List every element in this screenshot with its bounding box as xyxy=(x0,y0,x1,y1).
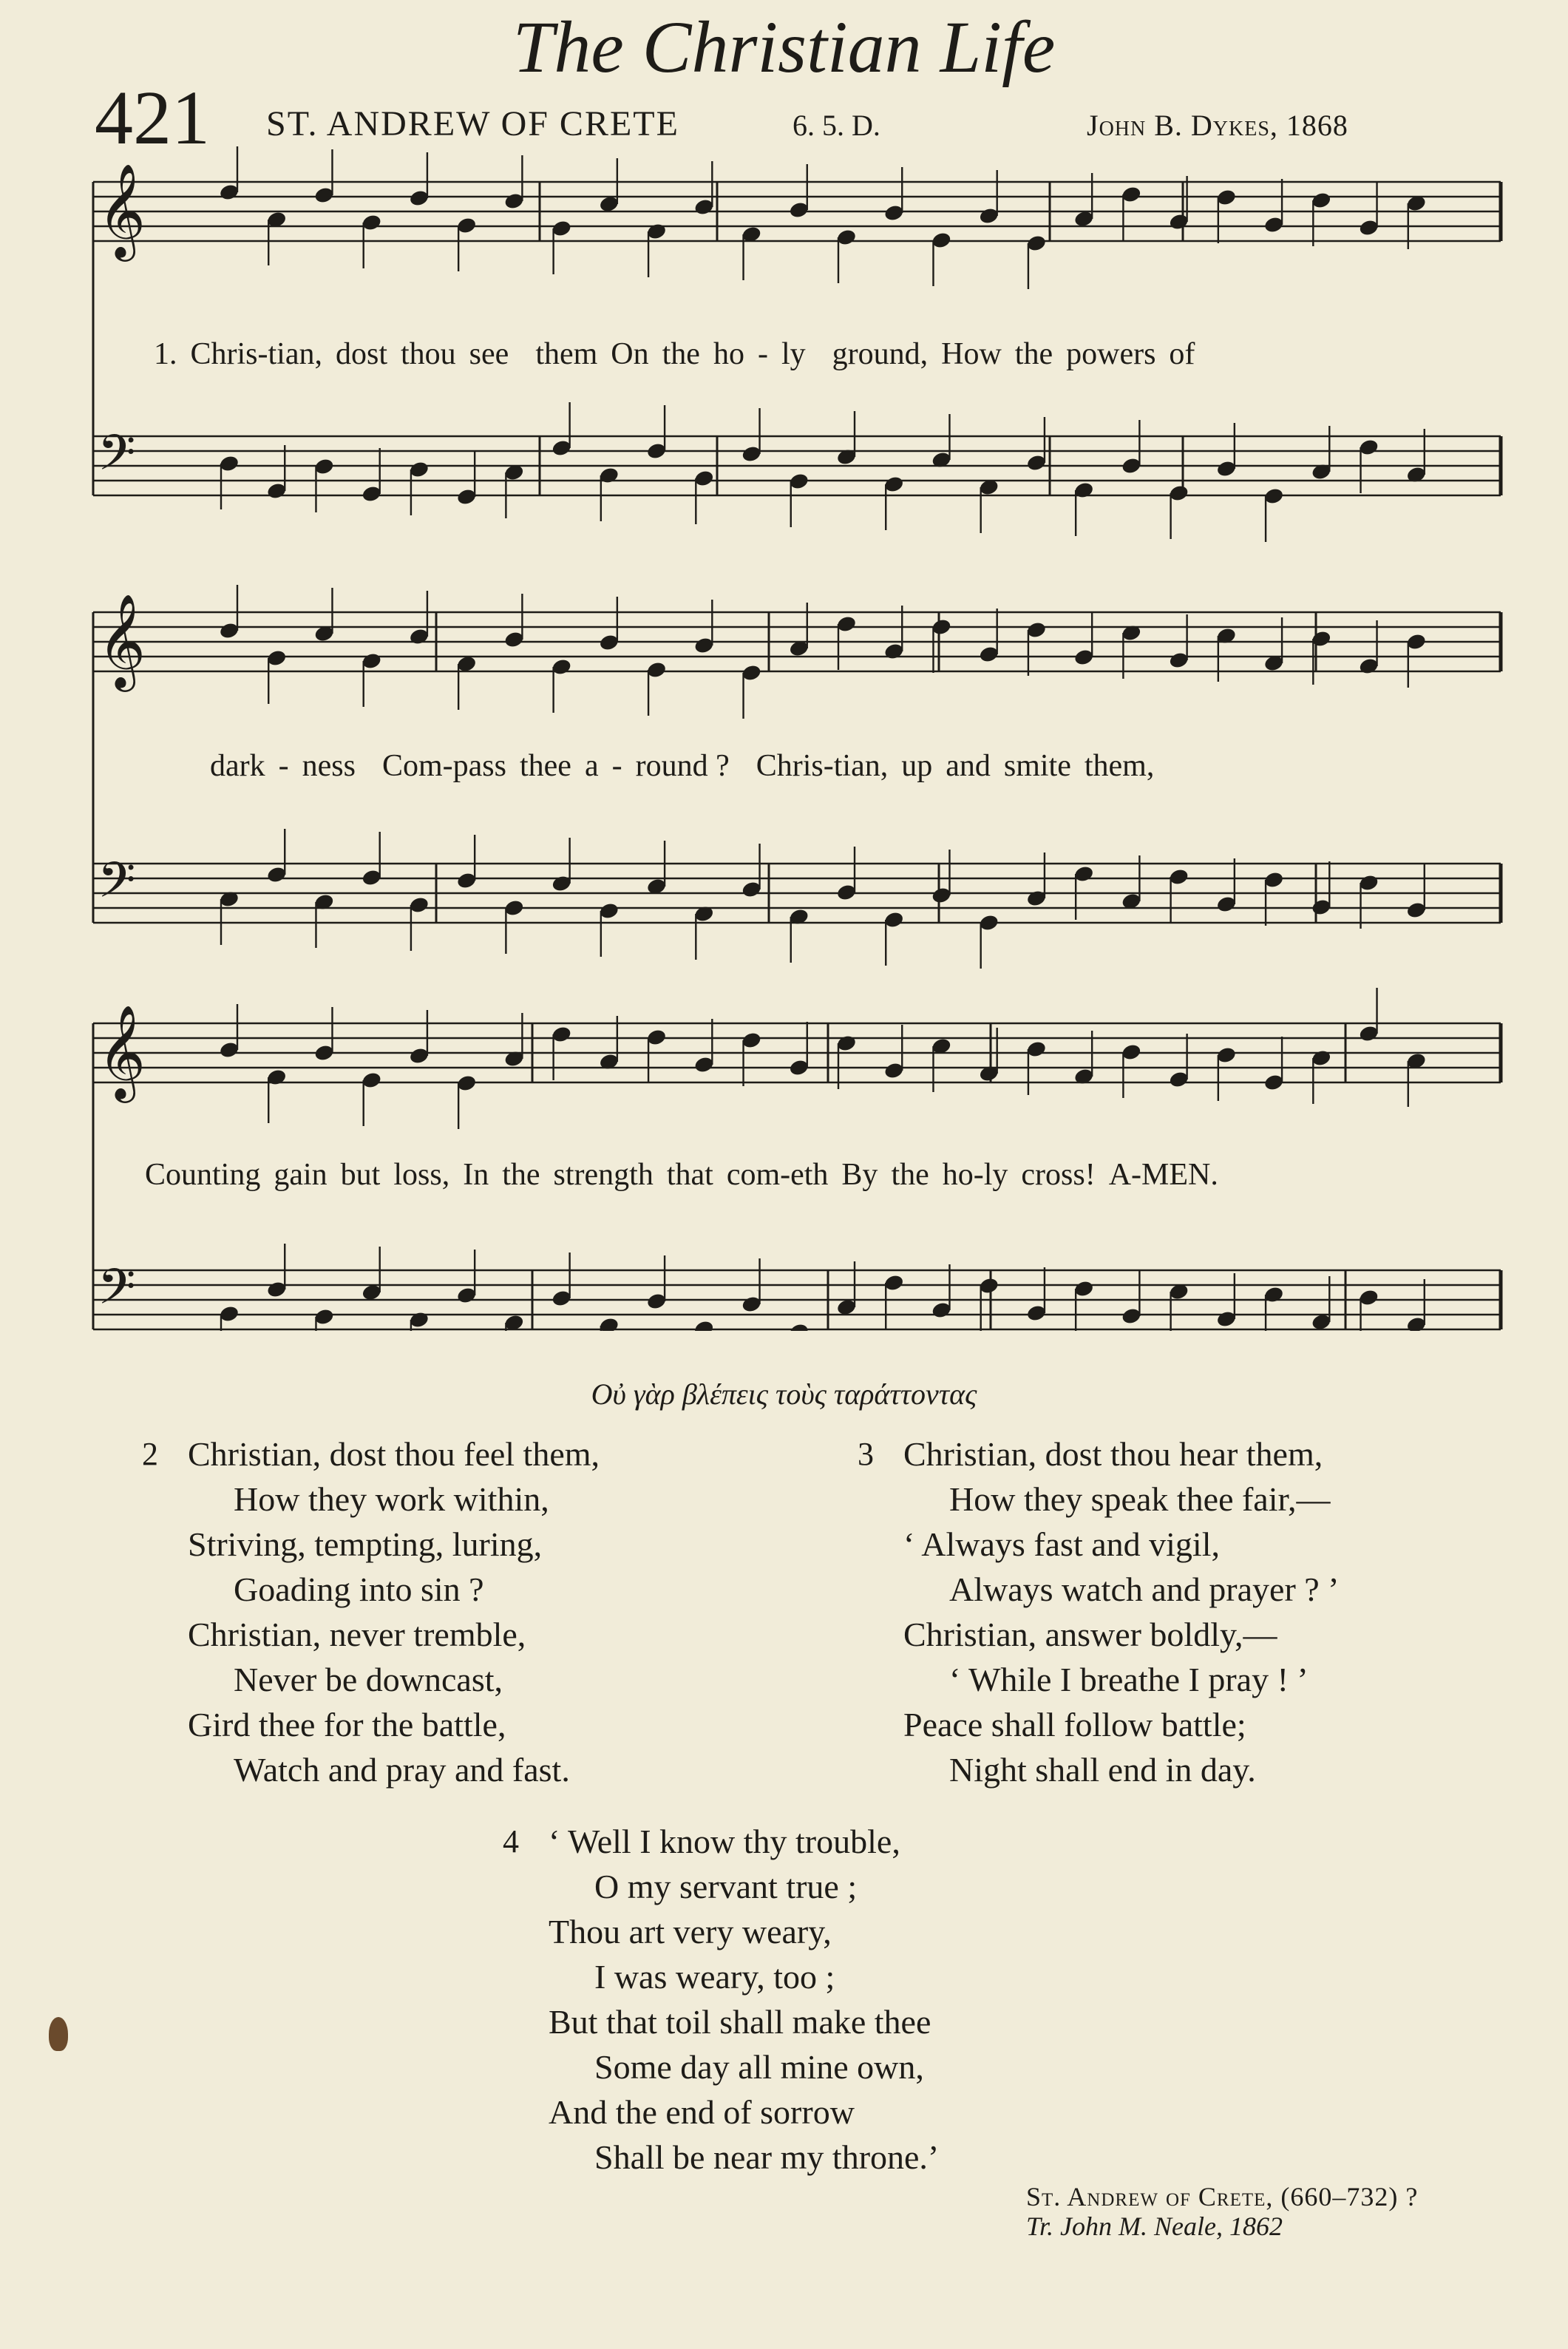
bass-clef-icon: 𝄢 xyxy=(98,1258,136,1327)
lyric-word: them, xyxy=(1084,749,1155,783)
tune-name: ST. ANDREW OF CRETE xyxy=(266,104,679,143)
meter: 6. 5. D. xyxy=(793,109,880,142)
lyric-word: them xyxy=(535,337,598,371)
lyric-word: gain xyxy=(274,1158,327,1192)
verse-2 xyxy=(142,1431,600,1792)
lyric-word: powers xyxy=(1066,337,1156,371)
lyric-word: thou xyxy=(401,337,456,371)
treble-clef-icon: 𝄞 xyxy=(98,163,146,257)
verse-line: Gird thee for the battle, xyxy=(188,1706,506,1743)
lyric-word: of xyxy=(1169,337,1195,371)
verse-line: Shall be near my throne.’ xyxy=(594,2138,940,2176)
lyric-word: dost xyxy=(335,337,387,371)
lyric-word: and xyxy=(946,749,991,783)
verse-line: Peace shall follow battle; xyxy=(903,1706,1246,1743)
lyric-word: the xyxy=(1014,337,1053,371)
lyric-word: ly xyxy=(781,337,806,371)
verse-line: Night shall end in day. xyxy=(949,1751,1256,1789)
verse-line: O my servant true ; xyxy=(594,1868,858,1905)
verse-number: 4 xyxy=(503,1823,519,1860)
verse-line: Striving, tempting, luring, xyxy=(188,1525,543,1563)
lyric-word: ground, xyxy=(832,337,929,371)
translator-credit: Tr. John M. Neale, 1862 xyxy=(1026,2211,1283,2241)
verse-line: Christian, dost thou feel them, xyxy=(188,1435,600,1473)
lyric-word: that xyxy=(666,1158,713,1192)
lyric-word: thee xyxy=(519,749,571,783)
lyric-word: a xyxy=(584,749,599,783)
lyric-word: strength xyxy=(553,1158,654,1192)
lyric-word: cross! xyxy=(1021,1158,1096,1192)
verse-line: Never be downcast, xyxy=(234,1661,503,1698)
lyric-word: up xyxy=(901,749,933,783)
bass-clef-icon: 𝄢 xyxy=(98,424,136,493)
treble-clef-icon: 𝄞 xyxy=(98,593,146,688)
verse-line: I was weary, too ; xyxy=(594,1958,835,1996)
lyric-word: Chris-tian, xyxy=(190,337,322,371)
verse-line: Some day all mine own, xyxy=(594,2048,924,2086)
hymn-number: 421 xyxy=(95,75,210,160)
lyric-word: 1. xyxy=(154,337,177,371)
lyric-word: Chris-tian, xyxy=(756,749,889,783)
lyric-word: ho xyxy=(713,337,744,371)
verse-line: Goading into sin ? xyxy=(234,1570,484,1608)
lyric-word: round ? xyxy=(635,749,730,783)
lyric-word: the xyxy=(891,1158,929,1192)
lyric-word: How xyxy=(941,337,1002,371)
author-credit: St. Andrew of Crete, (660–732) ? xyxy=(1026,2182,1419,2211)
lyric-word: Com-pass xyxy=(381,749,506,783)
verse-line: Christian, dost thou hear them, xyxy=(903,1435,1323,1473)
lyric-word: dark xyxy=(210,749,265,783)
composer: John B. Dykes, 1868 xyxy=(1087,109,1348,142)
verse-3 xyxy=(858,1431,1340,1792)
verse-line: How they work within, xyxy=(234,1480,549,1518)
verse-line: Watch and pray and fast. xyxy=(234,1751,570,1789)
lyric-word: On xyxy=(611,337,649,371)
lyric-word: ness xyxy=(302,749,356,783)
lyric-word: A-MEN. xyxy=(1108,1158,1218,1192)
verse-4 xyxy=(503,1819,940,2180)
verse-line: Thou art very weary, xyxy=(549,1913,832,1950)
lyric-word: By xyxy=(841,1158,878,1192)
note-head xyxy=(788,1322,810,1331)
verse-line: ‘ Always fast and vigil, xyxy=(903,1525,1220,1563)
verse-line: ‘ Well I know thy trouble, xyxy=(549,1823,900,1860)
lyric-word: ho-ly xyxy=(942,1158,1008,1192)
verse-number: 3 xyxy=(858,1436,874,1472)
verse-line: ‘ While I breathe I pray ! ’ xyxy=(949,1661,1309,1698)
verse-line: And the end of sorrow xyxy=(549,2093,855,2131)
lyric-word: loss, xyxy=(393,1158,450,1192)
verse-line: Christian, never tremble, xyxy=(188,1616,526,1653)
lyric-word: smite xyxy=(1003,749,1071,783)
greek-motto: Οὐ γὰρ βλέπεις τοὺς ταράττοντας xyxy=(591,1377,977,1411)
lyric-word: - xyxy=(278,749,289,783)
lyric-word: but xyxy=(340,1158,381,1192)
lyric-word: see xyxy=(469,337,509,371)
verse-line: Christian, answer boldly,— xyxy=(903,1616,1277,1653)
lyric-word: - xyxy=(611,749,622,783)
section-title: The Christian Life xyxy=(512,6,1056,88)
ink-blot xyxy=(49,2017,68,2051)
lyrics-line-3 xyxy=(145,1157,1218,1193)
lyrics-line-2 xyxy=(210,748,1154,784)
lyric-word: the xyxy=(662,337,700,371)
lyrics-line-1 xyxy=(154,336,1195,372)
treble-clef-icon: 𝄞 xyxy=(98,1004,146,1099)
verse-line: Always watch and prayer ? ’ xyxy=(949,1570,1340,1608)
lyric-word: Counting xyxy=(145,1158,261,1192)
lyric-word: the xyxy=(502,1158,540,1192)
lyric-word: - xyxy=(757,337,768,371)
verse-line: But that toil shall make thee xyxy=(549,2003,931,2041)
bass-clef-icon: 𝄢 xyxy=(98,852,136,921)
lyric-word: In xyxy=(463,1158,489,1192)
lyric-word: com-eth xyxy=(726,1158,829,1192)
verse-number: 2 xyxy=(142,1436,158,1472)
verse-line: How they speak thee fair,— xyxy=(949,1480,1331,1518)
